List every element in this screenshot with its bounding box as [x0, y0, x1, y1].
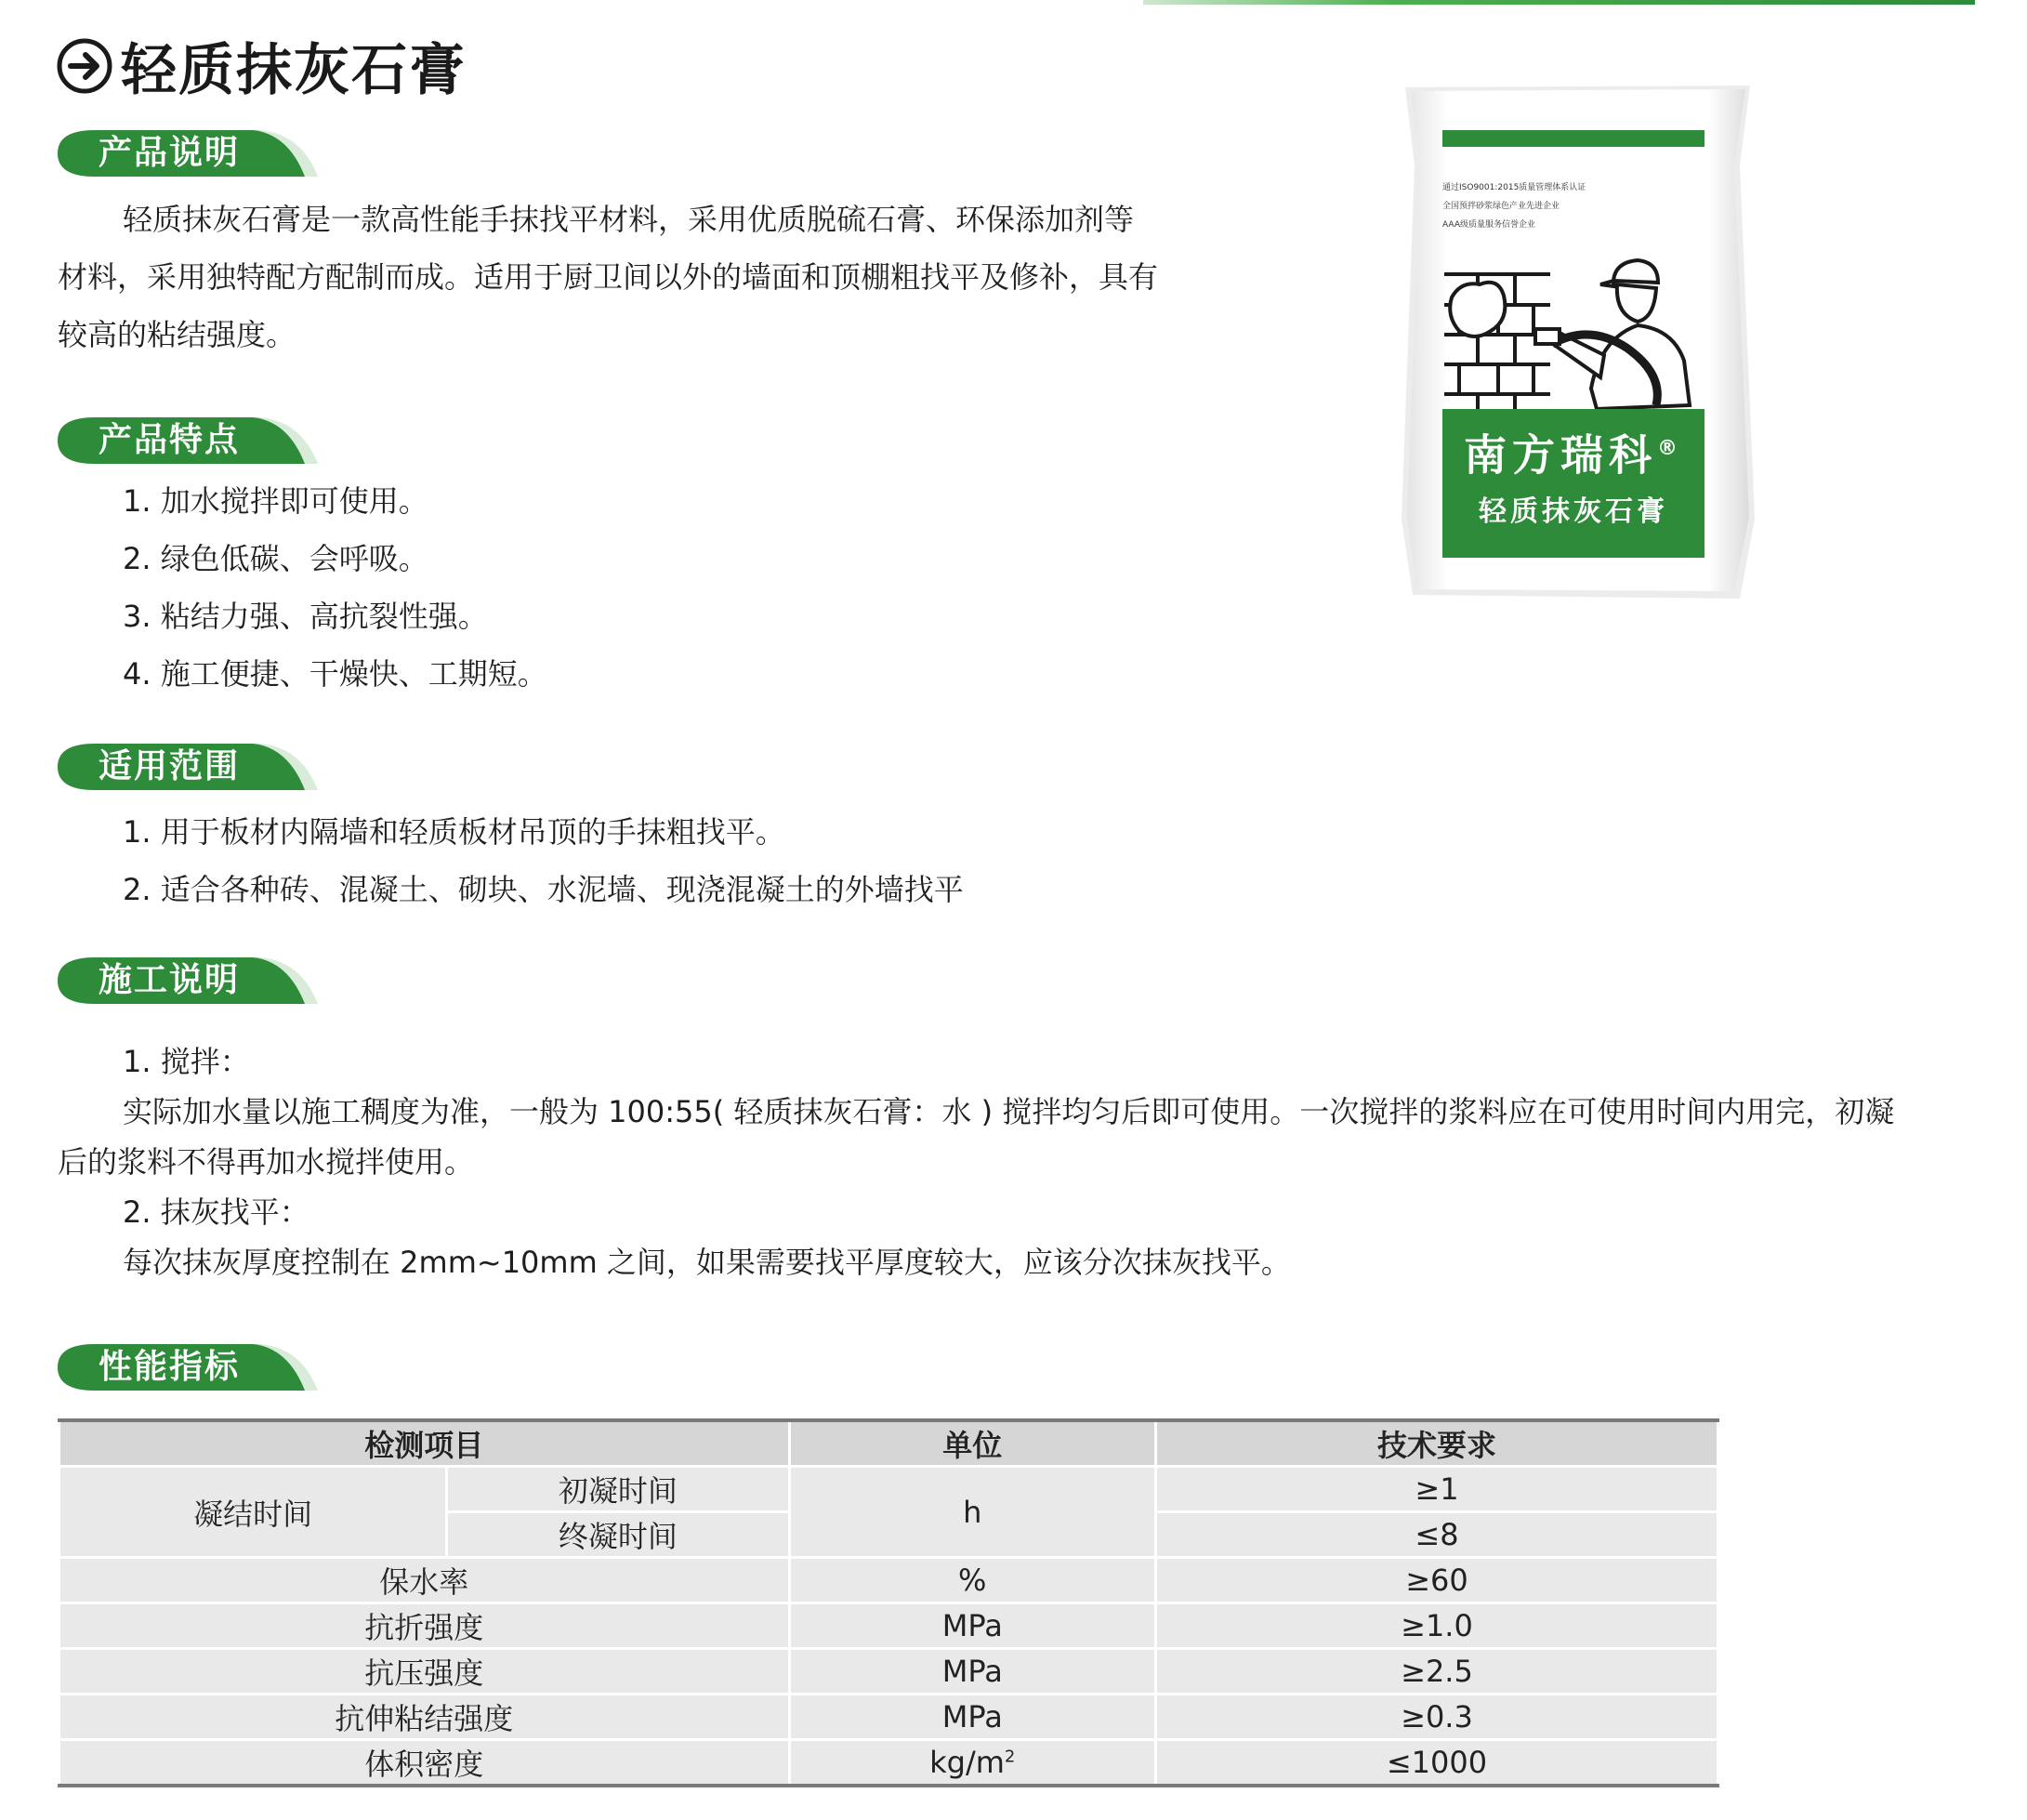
- table-cell: ≥60: [1155, 1558, 1718, 1603]
- list-item: 4. 施工便捷、干燥快、工期短。: [123, 656, 547, 692]
- bag-brand: [1442, 416, 1705, 487]
- table-row: [59, 1558, 1718, 1603]
- step-2-text: 每次抹灰厚度控制在 2mm~10mm 之间，如果需要找平厚度较大，应该分次抹灰找平。: [123, 1245, 1291, 1280]
- section-heading-features: [58, 417, 327, 464]
- table-cell: 终凝时间: [447, 1512, 789, 1558]
- table-cell: 凝结时间: [59, 1467, 447, 1558]
- table-row: [59, 1467, 1718, 1512]
- section-heading-label: 适用范围: [99, 747, 241, 785]
- page-title-text: 轻质抹灰石膏: [121, 38, 467, 103]
- table-header-cell: 单位: [789, 1420, 1155, 1467]
- top-accent-bar: [1143, 0, 1975, 5]
- table-header-row: [59, 1420, 1718, 1467]
- features-list: [123, 478, 547, 708]
- table-header-cell: 检测项目: [59, 1420, 790, 1467]
- table-cell: [789, 1740, 1155, 1787]
- bag-cert-line: 通过ISO9001:2015质量管理体系认证: [1442, 183, 1586, 192]
- description-line-1: 轻质抹灰石膏是一款高性能手抹找平材料，采用优质脱硫石膏、环保添加剂等: [123, 202, 1135, 237]
- section-heading-description: [58, 130, 327, 177]
- table-cell: ≤1000: [1155, 1740, 1718, 1787]
- step-1-title: 1. 搅拌：: [123, 1044, 250, 1079]
- performance-table: [58, 1418, 1719, 1787]
- table-cell: MPa: [789, 1649, 1155, 1695]
- table-cell: 抗伸粘结强度: [59, 1695, 790, 1740]
- table-cell: ≥2.5: [1155, 1649, 1718, 1695]
- instructions-body: [58, 1036, 1991, 1287]
- registered-mark: ®: [1657, 437, 1683, 460]
- table-cell: ≥1.0: [1155, 1603, 1718, 1649]
- bag-green-label: [1442, 416, 1705, 537]
- table-row: [59, 1649, 1718, 1695]
- section-heading-label: 产品特点: [99, 421, 241, 459]
- table-row: [59, 1695, 1718, 1740]
- step-1-text: 实际加水量以施工稠度为准，一般为 100:55( 轻质抹灰石膏：水 ) 搅拌均匀后即可使用。一次搅拌的浆料应在可使用时间内用完，初凝: [123, 1094, 1895, 1129]
- table-cell: ≥0.3: [1155, 1695, 1718, 1740]
- description-line-2: 材料，采用独特配方配制而成。适用于厨卫间以外的墙面和顶棚粗找平及修补，具有: [58, 259, 1159, 295]
- list-item: 1. 用于板材内隔墙和轻质板材吊顶的手抹粗找平。: [123, 814, 785, 850]
- list-item: 2. 绿色低碳、会呼吸。: [123, 541, 428, 576]
- bag-cert-line: AAA级质量服务信誉企业: [1442, 220, 1535, 230]
- section-heading-label: 施工说明: [99, 961, 241, 999]
- table-cell: MPa: [789, 1695, 1155, 1740]
- table-cell: 保水率: [59, 1558, 790, 1603]
- section-heading-performance: [58, 1344, 327, 1391]
- bag-brand-text: 南方瑞科: [1464, 429, 1657, 481]
- section-heading-label: 产品说明: [99, 134, 241, 172]
- scope-list: [123, 809, 964, 924]
- list-item: 1. 加水搅拌即可使用。: [123, 483, 428, 519]
- table-cell: ≥1: [1155, 1467, 1718, 1512]
- table-cell: %: [789, 1558, 1155, 1603]
- step-1-text-cont: 后的浆料不得再加水搅拌使用。: [58, 1144, 475, 1180]
- arrow-right-circle-icon: [56, 37, 113, 95]
- section-heading-scope: [58, 744, 327, 790]
- bag-product-name: 轻质抹灰石膏: [1479, 495, 1668, 529]
- table-cell: h: [789, 1467, 1155, 1558]
- table-row: [59, 1740, 1718, 1787]
- product-bag-image: [1394, 82, 1761, 602]
- table-cell: MPa: [789, 1603, 1155, 1649]
- section-heading-instructions: [58, 957, 327, 1004]
- table-row: [59, 1603, 1718, 1649]
- bag-certification-text: [1442, 178, 1703, 234]
- section-heading-label: 性能指标: [99, 1348, 241, 1386]
- unit-superscript: 2: [1004, 1747, 1016, 1767]
- list-item: 2. 适合各种砖、混凝土、砌块、水泥墙、现浇混凝土的外墙找平: [123, 872, 964, 907]
- table-cell: 抗折强度: [59, 1603, 790, 1649]
- step-2-title: 2. 抹灰找平：: [123, 1194, 309, 1230]
- unit-base: kg/m: [929, 1745, 1005, 1780]
- table-cell: 初凝时间: [447, 1467, 789, 1512]
- bag-cert-line: 全国预拌砂浆绿色产业先进企业: [1442, 202, 1560, 211]
- page-title: [56, 33, 467, 103]
- list-item: 3. 粘结力强、高抗裂性强。: [123, 599, 488, 634]
- table-cell: 抗压强度: [59, 1649, 790, 1695]
- table-cell: ≤8: [1155, 1512, 1718, 1558]
- table-cell: 体积密度: [59, 1740, 790, 1787]
- table-header-cell: 技术要求: [1155, 1420, 1718, 1467]
- description-line-3: 较高的粘结强度。: [58, 317, 296, 352]
